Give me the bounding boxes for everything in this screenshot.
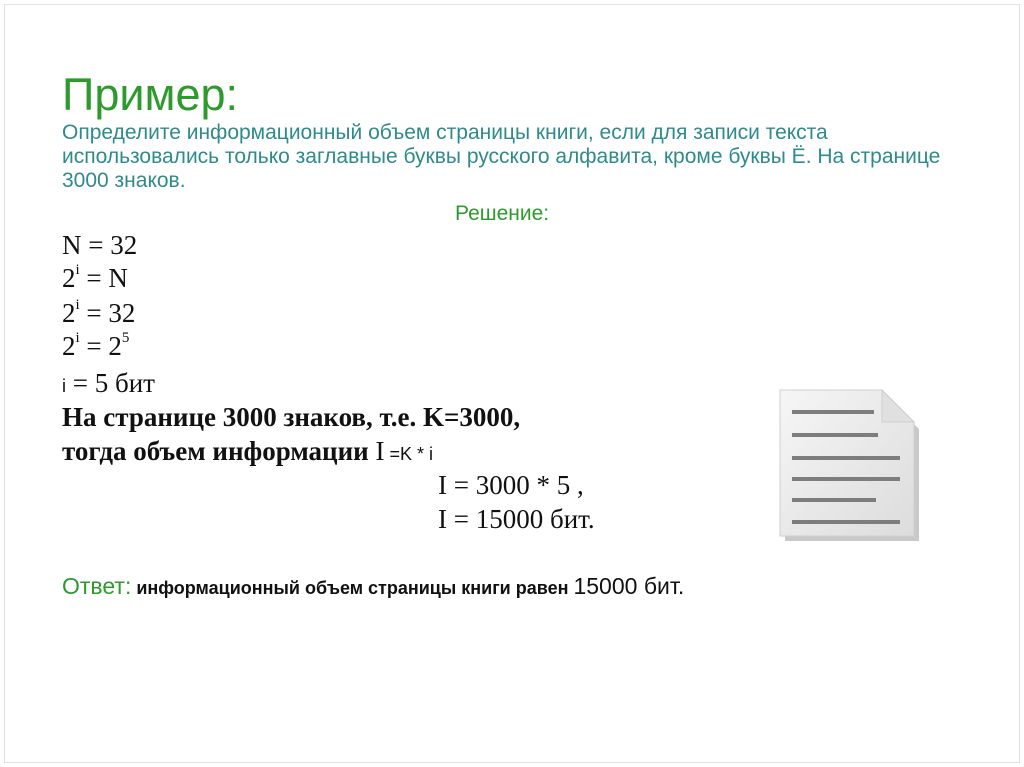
equation-base: 2: [62, 298, 76, 328]
answer-line: [62, 575, 684, 598]
equation-power-n: [62, 262, 128, 293]
equation-formula-text: тогда объем информации: [62, 436, 376, 466]
equation-volume-formula: [62, 438, 433, 465]
equation-formula: =K * i: [384, 444, 433, 464]
equation-k-text: На странице 3000 знаков, т.е. K=3000,: [62, 402, 521, 432]
equation-exponent: i: [75, 330, 80, 346]
equation-exponent-two: 5: [121, 330, 130, 346]
solution-label: Решение:: [455, 202, 550, 225]
equation-exponent: i: [75, 297, 80, 313]
equation-exponent: i: [75, 262, 80, 278]
slide-title: Пример:: [62, 69, 239, 120]
answer-label: Ответ:: [62, 573, 132, 599]
equation-rest: = 32: [79, 298, 136, 328]
equation-calc-text: I = 3000 * 5 ,: [438, 470, 584, 500]
problem-statement: Определите информационный объем страницы книги, если для записи текста использовались только заглавные буквы русского алфавита, кроме буквы Ё. На странице 3000 знаков.: [62, 121, 941, 192]
equation-i-symbol: i: [62, 376, 66, 396]
equation-n: [62, 232, 137, 259]
equation-rest: = 5 бит: [66, 368, 155, 398]
equation-k-line: [62, 404, 520, 431]
equation-power-five: [62, 330, 130, 361]
equation-result: [438, 506, 595, 533]
equation-n-text: N = 32: [62, 230, 138, 260]
equation-rest: = N: [79, 263, 128, 293]
equation-base: 2: [62, 331, 76, 361]
equation-base: 2: [62, 263, 76, 293]
answer-value: 15000 бит.: [573, 573, 685, 599]
equation-calc: [438, 472, 584, 499]
answer-body: информационный объем страницы книги равен: [131, 578, 574, 598]
document-icon: [776, 388, 922, 544]
equation-power-32: [62, 297, 136, 328]
equation-result-text: I = 15000 бит.: [438, 504, 595, 534]
equation-I-symbol: I: [375, 436, 385, 466]
equation-i-result: [62, 370, 155, 397]
equation-mid: = 2: [79, 331, 122, 361]
